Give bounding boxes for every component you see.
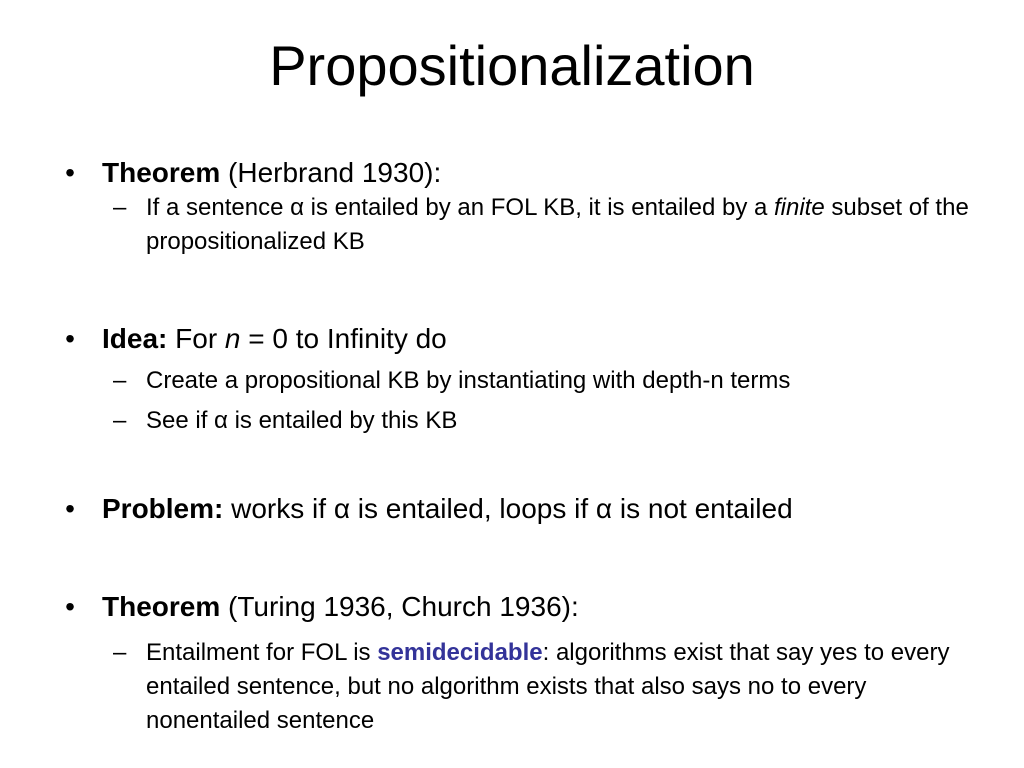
- sub-text: : algorithms exist that say yes to every entailed sentence, but no algorithm exists that also says no to every nonentailed sentence: [146, 639, 950, 734]
- sub-text: subset of the propositionalized KB: [146, 194, 969, 255]
- bullet-problem: [60, 492, 980, 526]
- sub-bullet-create-kb: [60, 364, 980, 398]
- bullet-text: works if α is entailed, loops if α is not entailed: [223, 493, 793, 524]
- sub-text-italic: finite: [774, 194, 825, 221]
- bullet-herbrand-theorem: [60, 156, 980, 259]
- bullet-turing-church-theorem: [60, 590, 980, 738]
- slide-title: Propositionalization: [269, 34, 755, 97]
- bullet-dot-icon: •: [65, 157, 75, 188]
- bullet-line: [60, 590, 980, 624]
- dash-icon: –: [113, 639, 127, 666]
- bullet-heading: Theorem: [102, 157, 221, 188]
- bullet-line: [60, 156, 980, 190]
- bullet-text: (Herbrand 1930):: [220, 157, 442, 188]
- bullet-text: For: [167, 323, 225, 354]
- sub-text: If a sentence α is entailed by an FOL KB, it is entailed by a: [146, 194, 774, 221]
- bullet-line: [60, 322, 980, 356]
- sub-text: Create a propositional KB by instantiating with depth-n terms: [146, 367, 791, 394]
- bullet-text-italic: n: [224, 323, 241, 354]
- dash-icon: –: [113, 367, 127, 394]
- sub-text: See if α is entailed by this KB: [146, 407, 458, 434]
- bullet-line: [60, 492, 980, 526]
- sub-bullet-semidecidable: [60, 636, 980, 738]
- bullet-heading: Theorem: [102, 591, 221, 622]
- bullet-text: (Turing 1936, Church 1936):: [220, 591, 579, 622]
- sub-bullet-herbrand: [60, 191, 980, 259]
- sub-text: Entailment for FOL is: [146, 639, 378, 666]
- dash-icon: –: [113, 407, 127, 434]
- bullet-idea: [60, 322, 980, 438]
- sub-bullet-check-entailed: [60, 404, 980, 438]
- bullet-dot-icon: •: [65, 493, 75, 524]
- dash-icon: –: [113, 194, 127, 221]
- bullet-heading: Problem:: [102, 493, 224, 524]
- bullet-dot-icon: •: [65, 591, 75, 622]
- bullet-heading: Idea:: [102, 323, 168, 354]
- bullet-text: = 0 to Infinity do: [240, 323, 447, 354]
- semidecidable-highlight: semidecidable: [377, 639, 543, 666]
- bullet-dot-icon: •: [65, 323, 75, 354]
